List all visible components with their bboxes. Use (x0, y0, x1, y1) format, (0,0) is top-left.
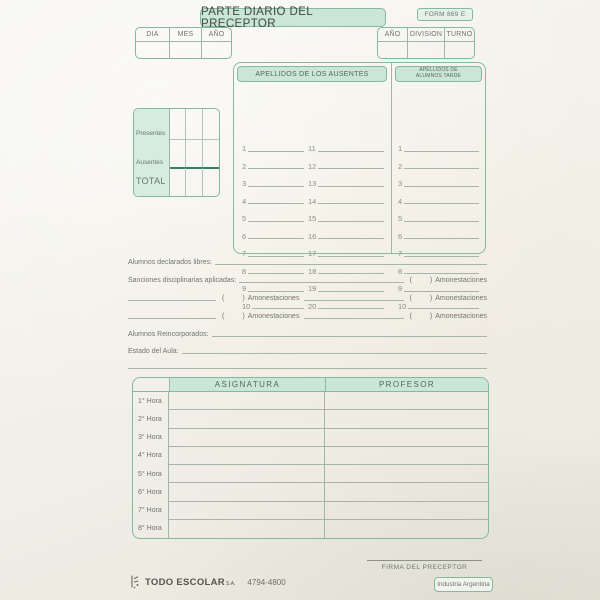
tardy-row (398, 223, 479, 241)
row-number: 3 (398, 179, 403, 188)
absent-line[interactable] (318, 238, 384, 239)
row-number: 6 (398, 231, 403, 241)
brand-phone: 4794-4800 (247, 577, 286, 587)
absent-line[interactable] (318, 151, 384, 152)
signature-line[interactable] (367, 550, 482, 561)
paren-open: ( (222, 295, 225, 302)
absent-line[interactable] (248, 151, 304, 152)
hour-label: 4° Hora (133, 447, 169, 465)
absent-row (308, 170, 384, 188)
profesor-cell[interactable] (325, 447, 488, 465)
attendance-cell[interactable] (202, 109, 219, 139)
row-number: 2 (398, 161, 403, 171)
row-number: 5 (242, 214, 247, 223)
schedule-header-corner (133, 378, 170, 391)
form-number-badge: FORM 869 E (417, 8, 473, 21)
row-number: 1 (398, 144, 403, 153)
asignatura-cell[interactable] (169, 429, 325, 447)
attendance-cell[interactable] (170, 139, 185, 167)
paren-close: ) (242, 295, 245, 302)
date-table (135, 27, 232, 59)
class-cell-turno[interactable] (444, 42, 474, 58)
attendance-cell[interactable] (202, 139, 219, 167)
amonestaciones-label: Amonestaciones (435, 313, 487, 320)
date-header-mes: MES (169, 28, 201, 41)
tardy-line[interactable] (404, 221, 479, 222)
tardy-line[interactable] (404, 203, 479, 204)
absent-line[interactable] (248, 203, 304, 204)
row-number: 8 (398, 266, 403, 276)
reincorporados-label: Alumnos Reincorporados: (128, 331, 209, 338)
absent-row (242, 153, 304, 171)
paren-open: ( (409, 313, 412, 320)
row-number: 15 (308, 214, 317, 223)
attendance-cell[interactable] (170, 109, 185, 139)
estado-extra-line[interactable] (128, 368, 487, 369)
row-number: 7 (398, 249, 403, 258)
schedule-header-asignatura: ASIGNATURA (170, 378, 326, 391)
tardy-row (398, 188, 479, 206)
sanciones-line[interactable] (239, 282, 403, 283)
row-number: 20 (308, 301, 317, 311)
field-estado-extra (128, 359, 487, 370)
date-header-ano: AÑO (201, 28, 231, 41)
paren-open: ( (409, 277, 412, 284)
class-header-ano: AÑO (384, 31, 401, 38)
attendance-cell[interactable] (185, 167, 202, 196)
absent-row (242, 135, 304, 153)
schedule-row (133, 520, 488, 538)
sanciones-label: Sanciones disciplinarias aplicadas: (128, 277, 237, 284)
amonestaciones-label: Amonestaciones (247, 295, 300, 302)
absent-line[interactable] (318, 221, 384, 222)
attendance-cell[interactable] (202, 167, 219, 196)
page-title: PARTE DIARIO DEL PRECEPTOR (200, 8, 386, 27)
tardies-title-line2: ALUMNOS TARDE (415, 73, 462, 79)
row-number: 4 (398, 196, 403, 206)
profesor-cell[interactable] (325, 392, 488, 410)
date-cell-ano[interactable] (201, 42, 231, 58)
class-table-header (378, 28, 474, 42)
absent-line[interactable] (318, 186, 384, 187)
amonestaciones-label: Amonestaciones (435, 295, 487, 302)
signature-label: FIRMA DEL PRECEPTOR (381, 564, 468, 571)
asignatura-cell[interactable] (169, 465, 325, 483)
attendance-cell[interactable] (170, 167, 185, 196)
hour-label: 8° Hora (133, 520, 169, 538)
asignatura-cell[interactable] (169, 483, 325, 501)
row-number: 17 (308, 249, 317, 258)
class-table (377, 27, 475, 59)
field-amonestaciones-1 (128, 291, 487, 302)
panel-divider (391, 63, 392, 253)
tardy-row (398, 170, 479, 188)
paren-close: ) (429, 295, 433, 302)
class-header-turno: TURNO (444, 28, 474, 41)
absent-line[interactable] (248, 168, 304, 169)
absents-title: APELLIDOS DE LOS AUSENTES (237, 66, 387, 82)
field-libres (128, 255, 487, 266)
brand-block (129, 573, 286, 591)
field-sanciones (128, 273, 487, 284)
row-number: 1 (242, 144, 247, 153)
date-cell-mes[interactable] (169, 42, 201, 58)
attendance-table (133, 108, 220, 197)
schedule-row (133, 465, 488, 483)
tardy-line[interactable] (404, 168, 479, 169)
asignatura-cell[interactable] (169, 520, 325, 538)
amonestaciones-label: Amonestaciones (247, 313, 300, 320)
sancion-line[interactable] (304, 300, 403, 301)
row-number: 9 (398, 284, 403, 293)
tardy-row (398, 205, 479, 223)
absent-row (242, 205, 304, 223)
schedule-row (133, 502, 488, 520)
class-cell-ano[interactable] (378, 42, 407, 58)
attendance-grid (170, 109, 219, 196)
attendance-labels (134, 109, 170, 196)
profesor-cell[interactable] (325, 465, 488, 483)
attendance-label-total: TOTAL (136, 176, 166, 186)
paren-close: ) (429, 277, 433, 284)
schedule-header (133, 378, 488, 392)
brand-suffix: S.A. (225, 581, 236, 587)
row-number: 5 (398, 214, 403, 223)
libres-line[interactable] (215, 264, 487, 265)
row-number: 14 (308, 196, 317, 206)
estado-label: Estado del Aula: (128, 348, 179, 355)
tardy-line[interactable] (404, 151, 479, 152)
field-reincorporados (128, 327, 487, 338)
estado-line[interactable] (182, 353, 487, 354)
tardy-row (398, 135, 479, 153)
sancion-line[interactable] (128, 318, 216, 319)
asignatura-cell[interactable] (169, 502, 325, 520)
hour-label: 2° Hora (133, 410, 169, 428)
asignatura-cell[interactable] (169, 447, 325, 465)
attendance-cell[interactable] (185, 139, 202, 167)
profesor-cell[interactable] (325, 483, 488, 501)
schedule-row (133, 429, 488, 447)
hour-label: 7° Hora (133, 502, 169, 520)
paren-close: ) (242, 313, 245, 320)
hour-label: 5° Hora (133, 465, 169, 483)
row-number: 19 (308, 284, 317, 293)
date-header-dia: DIA (146, 31, 159, 38)
hour-label: 3° Hora (133, 429, 169, 447)
profesor-cell[interactable] (325, 520, 488, 538)
row-number: 7 (242, 249, 247, 258)
amonestaciones-label: Amonestaciones (435, 277, 487, 284)
class-header-division: DIVISION (407, 28, 444, 41)
class-cell-division[interactable] (407, 42, 444, 58)
row-number: 13 (308, 179, 317, 188)
asignatura-cell[interactable] (169, 410, 325, 428)
attendance-label-ausentes: Ausentes (136, 159, 164, 166)
sancion-line[interactable] (304, 318, 403, 319)
attendance-cell[interactable] (185, 109, 202, 139)
row-number: 4 (242, 196, 247, 206)
field-amonestaciones-2 (128, 309, 487, 320)
schedule-row (133, 410, 488, 428)
row-number: 16 (308, 231, 317, 241)
row-number: 8 (242, 266, 247, 276)
industria-argentina-badge: Industria Argentina (434, 577, 493, 592)
absent-row (308, 188, 384, 206)
tardy-line[interactable] (404, 186, 479, 187)
row-number: 10 (398, 301, 407, 311)
absent-row (308, 135, 384, 153)
profesor-cell[interactable] (325, 429, 488, 447)
sancion-line[interactable] (128, 300, 216, 301)
tardies-title-line1: APELLIDOS DE (419, 67, 458, 74)
absent-line[interactable] (248, 238, 304, 239)
attendance-label-presentes: Presentes (136, 130, 166, 137)
row-number: 6 (242, 231, 247, 241)
absent-row (242, 223, 304, 241)
tardy-row (398, 153, 479, 171)
reincorporados-line[interactable] (212, 336, 487, 337)
row-number: 11 (308, 144, 316, 153)
brand-name: TODO ESCOLAR (145, 576, 225, 588)
profesor-cell[interactable] (325, 502, 488, 520)
paren-open: ( (409, 295, 412, 302)
row-number: 3 (242, 179, 247, 188)
absent-row (242, 170, 304, 188)
row-number: 12 (308, 161, 317, 171)
absent-line[interactable] (318, 203, 384, 204)
schedule-header-profesor: PROFESOR (326, 378, 488, 391)
paren-open: ( (222, 313, 225, 320)
schedule-body (133, 392, 488, 538)
hour-label: 1° Hora (133, 392, 169, 410)
tardies-title (395, 66, 482, 82)
hour-label: 6° Hora (133, 483, 169, 501)
absent-line[interactable] (318, 168, 384, 169)
absent-line[interactable] (248, 221, 304, 222)
absent-row (308, 205, 384, 223)
schedule-row (133, 483, 488, 501)
row-number: 2 (242, 161, 247, 171)
asignatura-cell[interactable] (169, 392, 325, 410)
row-number: 18 (308, 266, 317, 276)
date-cell-dia[interactable] (136, 42, 169, 58)
row-number: 9 (242, 284, 247, 293)
schedule-row (133, 447, 488, 465)
absent-row (242, 188, 304, 206)
profesor-cell[interactable] (325, 410, 488, 428)
tardy-line[interactable] (404, 238, 479, 239)
libres-label: Alumnos declarados libres: (128, 259, 213, 266)
absent-row (308, 223, 384, 241)
absent-row (308, 153, 384, 171)
paren-close: ) (429, 313, 433, 320)
date-table-header (136, 28, 231, 42)
schedule-row (133, 392, 488, 410)
absent-line[interactable] (248, 186, 304, 187)
schedule-table (132, 377, 489, 539)
row-number: 10 (242, 301, 251, 311)
todo-escolar-logo-icon (129, 574, 141, 590)
field-estado-aula (128, 344, 487, 355)
